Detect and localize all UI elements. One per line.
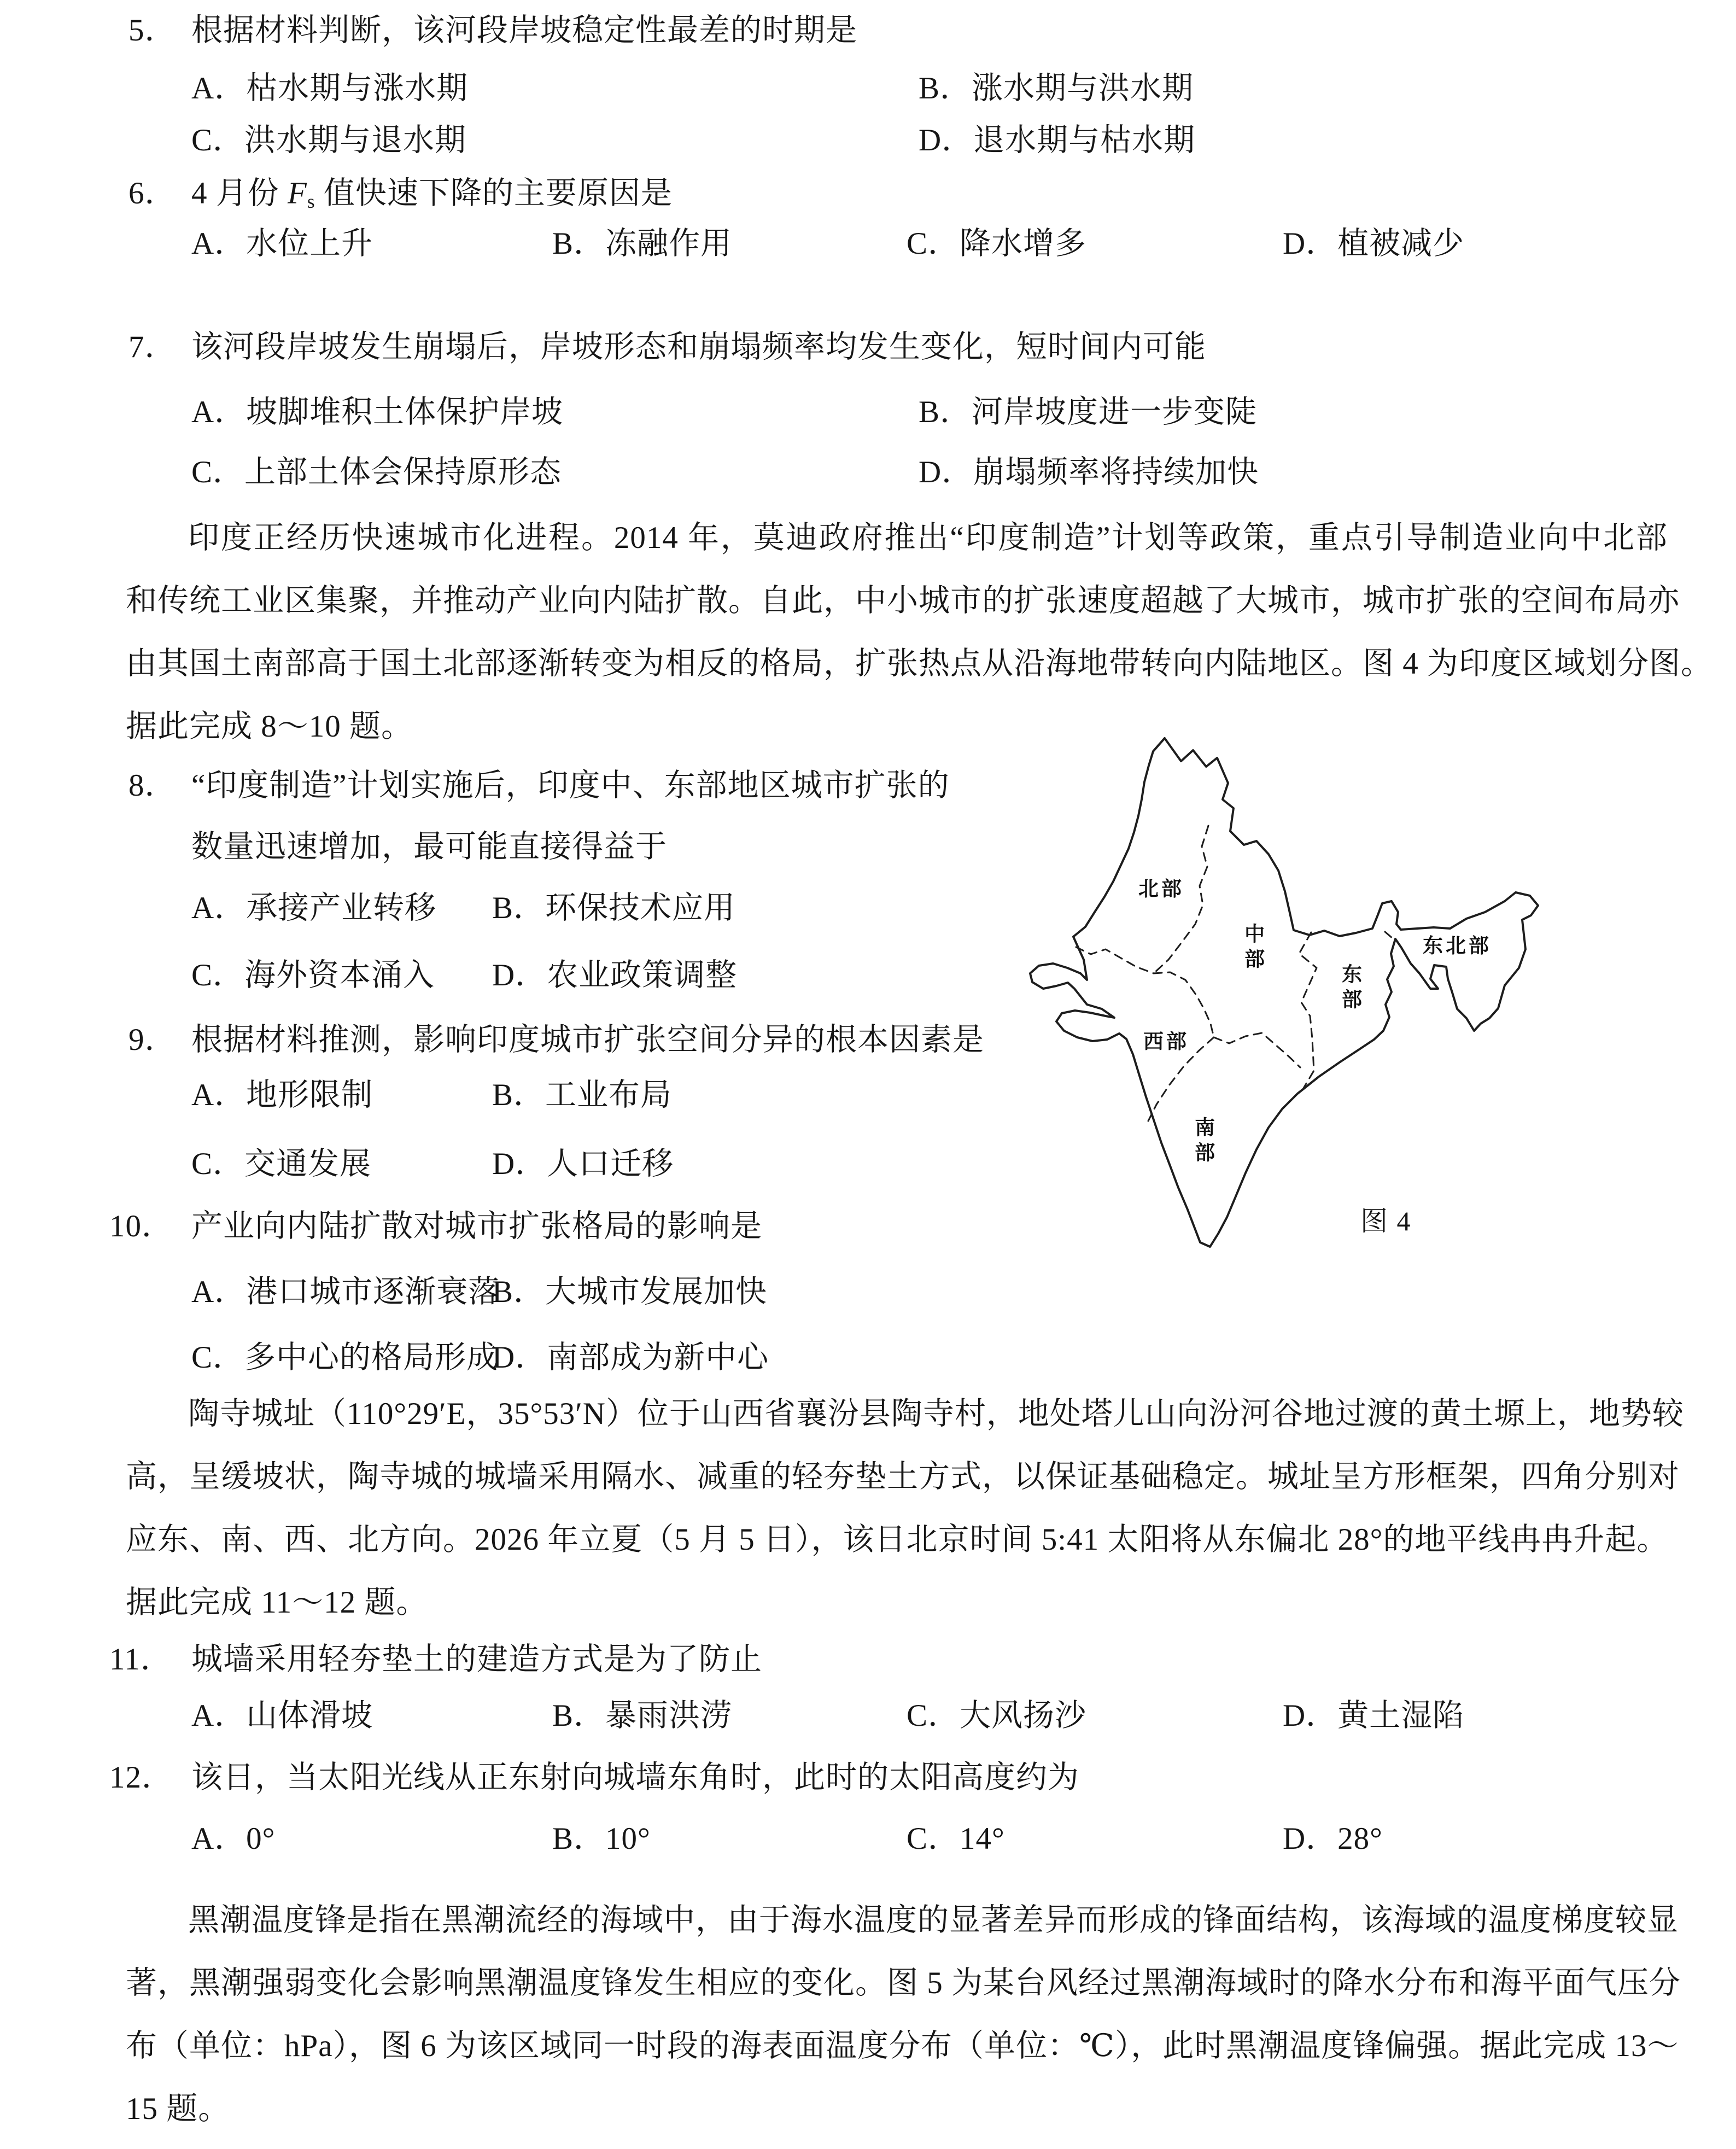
question-7: [128, 316, 1206, 378]
question-5-option-c: C．洪水期与退水期: [191, 123, 467, 157]
question-12-option-a: A．0°: [191, 1821, 276, 1856]
map-label-west: 西部: [1143, 1030, 1189, 1053]
map-label-northeast: 东北部: [1423, 935, 1492, 957]
question-7-option-c: C．上部土体会保持原形态: [191, 455, 562, 489]
map-label-central: 中部: [1241, 923, 1264, 973]
question-10-option-c: C．多中心的格局形成: [191, 1340, 499, 1375]
passage-kuroshio-line-2: 著，黑潮强弱变化会影响黑潮温度锋发生相应的变化。图 5 为某台风经过黑潮海域时的降水分布和海平面气压分: [126, 1966, 1681, 2000]
question-12-option-d: D．28°: [1283, 1821, 1383, 1856]
question-10-options-row-1: [191, 1260, 767, 1323]
question-9: [128, 1008, 984, 1071]
question-9-text: 根据材料推测，影响印度城市扩张空间分异的根本因素是: [191, 1023, 984, 1057]
question-11-number: 11．: [109, 1642, 172, 1677]
map-label-north: 北部: [1138, 878, 1184, 900]
figure-4-caption: 图 4: [1360, 1206, 1412, 1236]
question-6-option-a: A．水位上升: [191, 226, 373, 261]
passage-india-line-2: 和传统工业区集聚，并推动产业向内陆扩散。自此，中小城市的扩张速度超越了大城市，城市扩张的空间布局亦: [126, 583, 1680, 618]
question-6-text-pre: 4 月份: [191, 176, 288, 211]
figure-4-india-region-map: [1012, 711, 1558, 1258]
question-7-option-a: A．坡脚堆积土体保护岸坡: [191, 395, 564, 429]
question-8-text-line-2: 数量迅速增加，最可能直接得益于: [191, 830, 667, 864]
passage-taosi-line-2: 高，呈缓坡状，陶寺城的城墙采用隔水、减重的轻夯垫土方式，以保证基础稳定。城址呈方形框架，四角分别对: [126, 1459, 1680, 1494]
region-border-north-west: [1076, 947, 1154, 973]
passage-kuroshio-line-4: 15 题。: [126, 2092, 230, 2126]
question-6-text-post: 值快速下降的主要原因是: [315, 176, 673, 211]
question-7-text: 该河段岸坡发生崩塌后，岸坡形态和崩塌频率均发生变化，短时间内可能: [191, 330, 1206, 364]
question-12-text: 该日，当太阳光线从正东射向城墙东角时，此时的太阳高度约为: [191, 1760, 1079, 1795]
question-10-option-d: D．南部成为新中心: [492, 1340, 769, 1375]
question-12-number: 12．: [109, 1760, 173, 1795]
question-7-options-row-1: [191, 381, 1257, 443]
question-12-options-row: [191, 1807, 1383, 1870]
question-10-number: 10．: [109, 1209, 173, 1243]
india-outline: [1030, 738, 1538, 1247]
question-11-option-d: D．黄土湿陷: [1283, 1698, 1465, 1733]
question-7-options-row-2: [191, 441, 1259, 504]
question-9-options-row-2: [191, 1132, 674, 1195]
question-9-option-b: B．工业布局: [492, 1078, 673, 1112]
india-map-svg: [1012, 711, 1558, 1258]
fs-subscript: s: [307, 190, 315, 212]
question-8-number: 8．: [128, 768, 177, 803]
question-8-text-line-1: “印度制造”计划实施后，印度中、东部地区城市扩张的: [191, 768, 950, 803]
question-11-text: 城墙采用轻夯垫土的建造方式是为了防止: [191, 1642, 762, 1677]
question-8-option-d: D．农业政策调整: [492, 958, 738, 992]
question-10-options-row-2: [191, 1326, 769, 1389]
passage-india-line-3: 由其国土南部高于国土北部逐渐转变为相反的格局，扩张热点从沿海地带转向内陆地区。图 4 为印度区域划分图。: [126, 646, 1712, 681]
map-label-south: 南部: [1191, 1117, 1214, 1167]
question-7-option-b: B．河岸坡度进一步变陡: [919, 395, 1258, 429]
question-9-option-c: C．交通发展: [191, 1147, 372, 1181]
question-5: [128, 0, 857, 62]
question-11-option-a: A．山体滑坡: [191, 1698, 373, 1733]
question-10: [109, 1195, 762, 1258]
question-8-option-b: B．环保技术应用: [492, 891, 736, 925]
question-6-text: [191, 176, 673, 211]
region-border-central-east: [1299, 932, 1317, 1088]
question-6-option-b: B．冻融作用: [552, 226, 733, 261]
fs-symbol: F: [288, 176, 307, 211]
question-8: [128, 754, 950, 817]
map-label-east: 东部: [1338, 963, 1361, 1014]
region-border-west-central: [1154, 972, 1214, 1037]
question-11: [109, 1628, 762, 1691]
question-10-option-b: B．大城市发展加快: [492, 1275, 768, 1309]
question-11-options-row: [191, 1684, 1464, 1747]
question-12: [109, 1746, 1079, 1809]
passage-taosi-line-3: 应东、南、西、北方向。2026 年立夏（5 月 5 日），该日北京时间 5:41 太阳将从东偏北 28°的地平线冉冉升起。: [126, 1522, 1669, 1557]
question-7-option-d: D．崩塌频率将持续加快: [919, 455, 1259, 489]
passage-kuroshio-line-1: 黑潮温度锋是指在黑潮流经的海域中，由于海水温度的显著差异而形成的锋面结构，该海域的温度梯度较显: [188, 1903, 1679, 1937]
question-8-options-row-2: [191, 944, 737, 1007]
passage-taosi-line-1: 陶寺城址（110°29′E，35°53′N）位于山西省襄汾县陶寺村，地处塔儿山向汾河谷地过渡的黄土塬上，地势较: [188, 1397, 1684, 1431]
question-11-option-c: C．大风扬沙: [907, 1698, 1087, 1733]
question-6-option-c: C．降水增多: [907, 226, 1087, 261]
question-9-number: 9．: [128, 1023, 177, 1057]
question-6-number: 6．: [128, 176, 177, 211]
question-5-option-b: B．涨水期与洪水期: [919, 71, 1194, 106]
passage-taosi: [126, 1382, 1684, 1634]
passage-india-line-4: 据此完成 8～10 题。: [126, 709, 413, 744]
passage-taosi-line-4: 据此完成 11～12 题。: [126, 1585, 428, 1620]
question-5-option-a: A．枯水期与涨水期: [191, 71, 469, 106]
question-10-text: 产业向内陆扩散对城市扩张格局的影响是: [191, 1209, 762, 1243]
passage-kuroshio: [126, 1889, 1681, 2140]
question-11-option-b: B．暴雨洪涝: [552, 1698, 733, 1733]
question-9-option-a: A．地形限制: [191, 1078, 373, 1112]
question-12-option-b: B．10°: [552, 1821, 651, 1856]
passage-india-line-1: 印度正经历快速城市化进程。2014 年，莫迪政府推出“印度制造”计划等政策，重点引导制造业向中北部: [188, 521, 1668, 555]
question-5-number: 5．: [128, 13, 177, 48]
passage-kuroshio-line-3: 布（单位：hPa），图 6 为该区域同一时段的海表面温度分布（单位：℃），此时黑潮温度锋偏强。据此完成 13～: [126, 2029, 1679, 2063]
question-9-options-row-1: [191, 1064, 672, 1126]
question-8-option-c: C．海外资本涌入: [191, 958, 435, 992]
question-5-option-d: D．退水期与枯水期: [919, 123, 1196, 157]
region-border-central-south: [1214, 1033, 1300, 1067]
question-8-options-row-1: [191, 877, 735, 939]
region-border-east-northeast: [1385, 932, 1393, 938]
question-10-option-a: A．港口城市逐渐衰落: [191, 1275, 500, 1309]
question-9-option-d: D．人口迁移: [492, 1147, 674, 1181]
question-5-text: 根据材料判断，该河段岸坡稳定性最差的时期是: [191, 13, 857, 48]
question-8-option-a: A．承接产业转移: [191, 891, 437, 925]
question-7-number: 7．: [128, 330, 177, 364]
question-12-option-c: C．14°: [907, 1821, 1005, 1856]
question-6-options-row: [191, 212, 1464, 275]
question-6-option-d: D．植被减少: [1283, 226, 1465, 261]
